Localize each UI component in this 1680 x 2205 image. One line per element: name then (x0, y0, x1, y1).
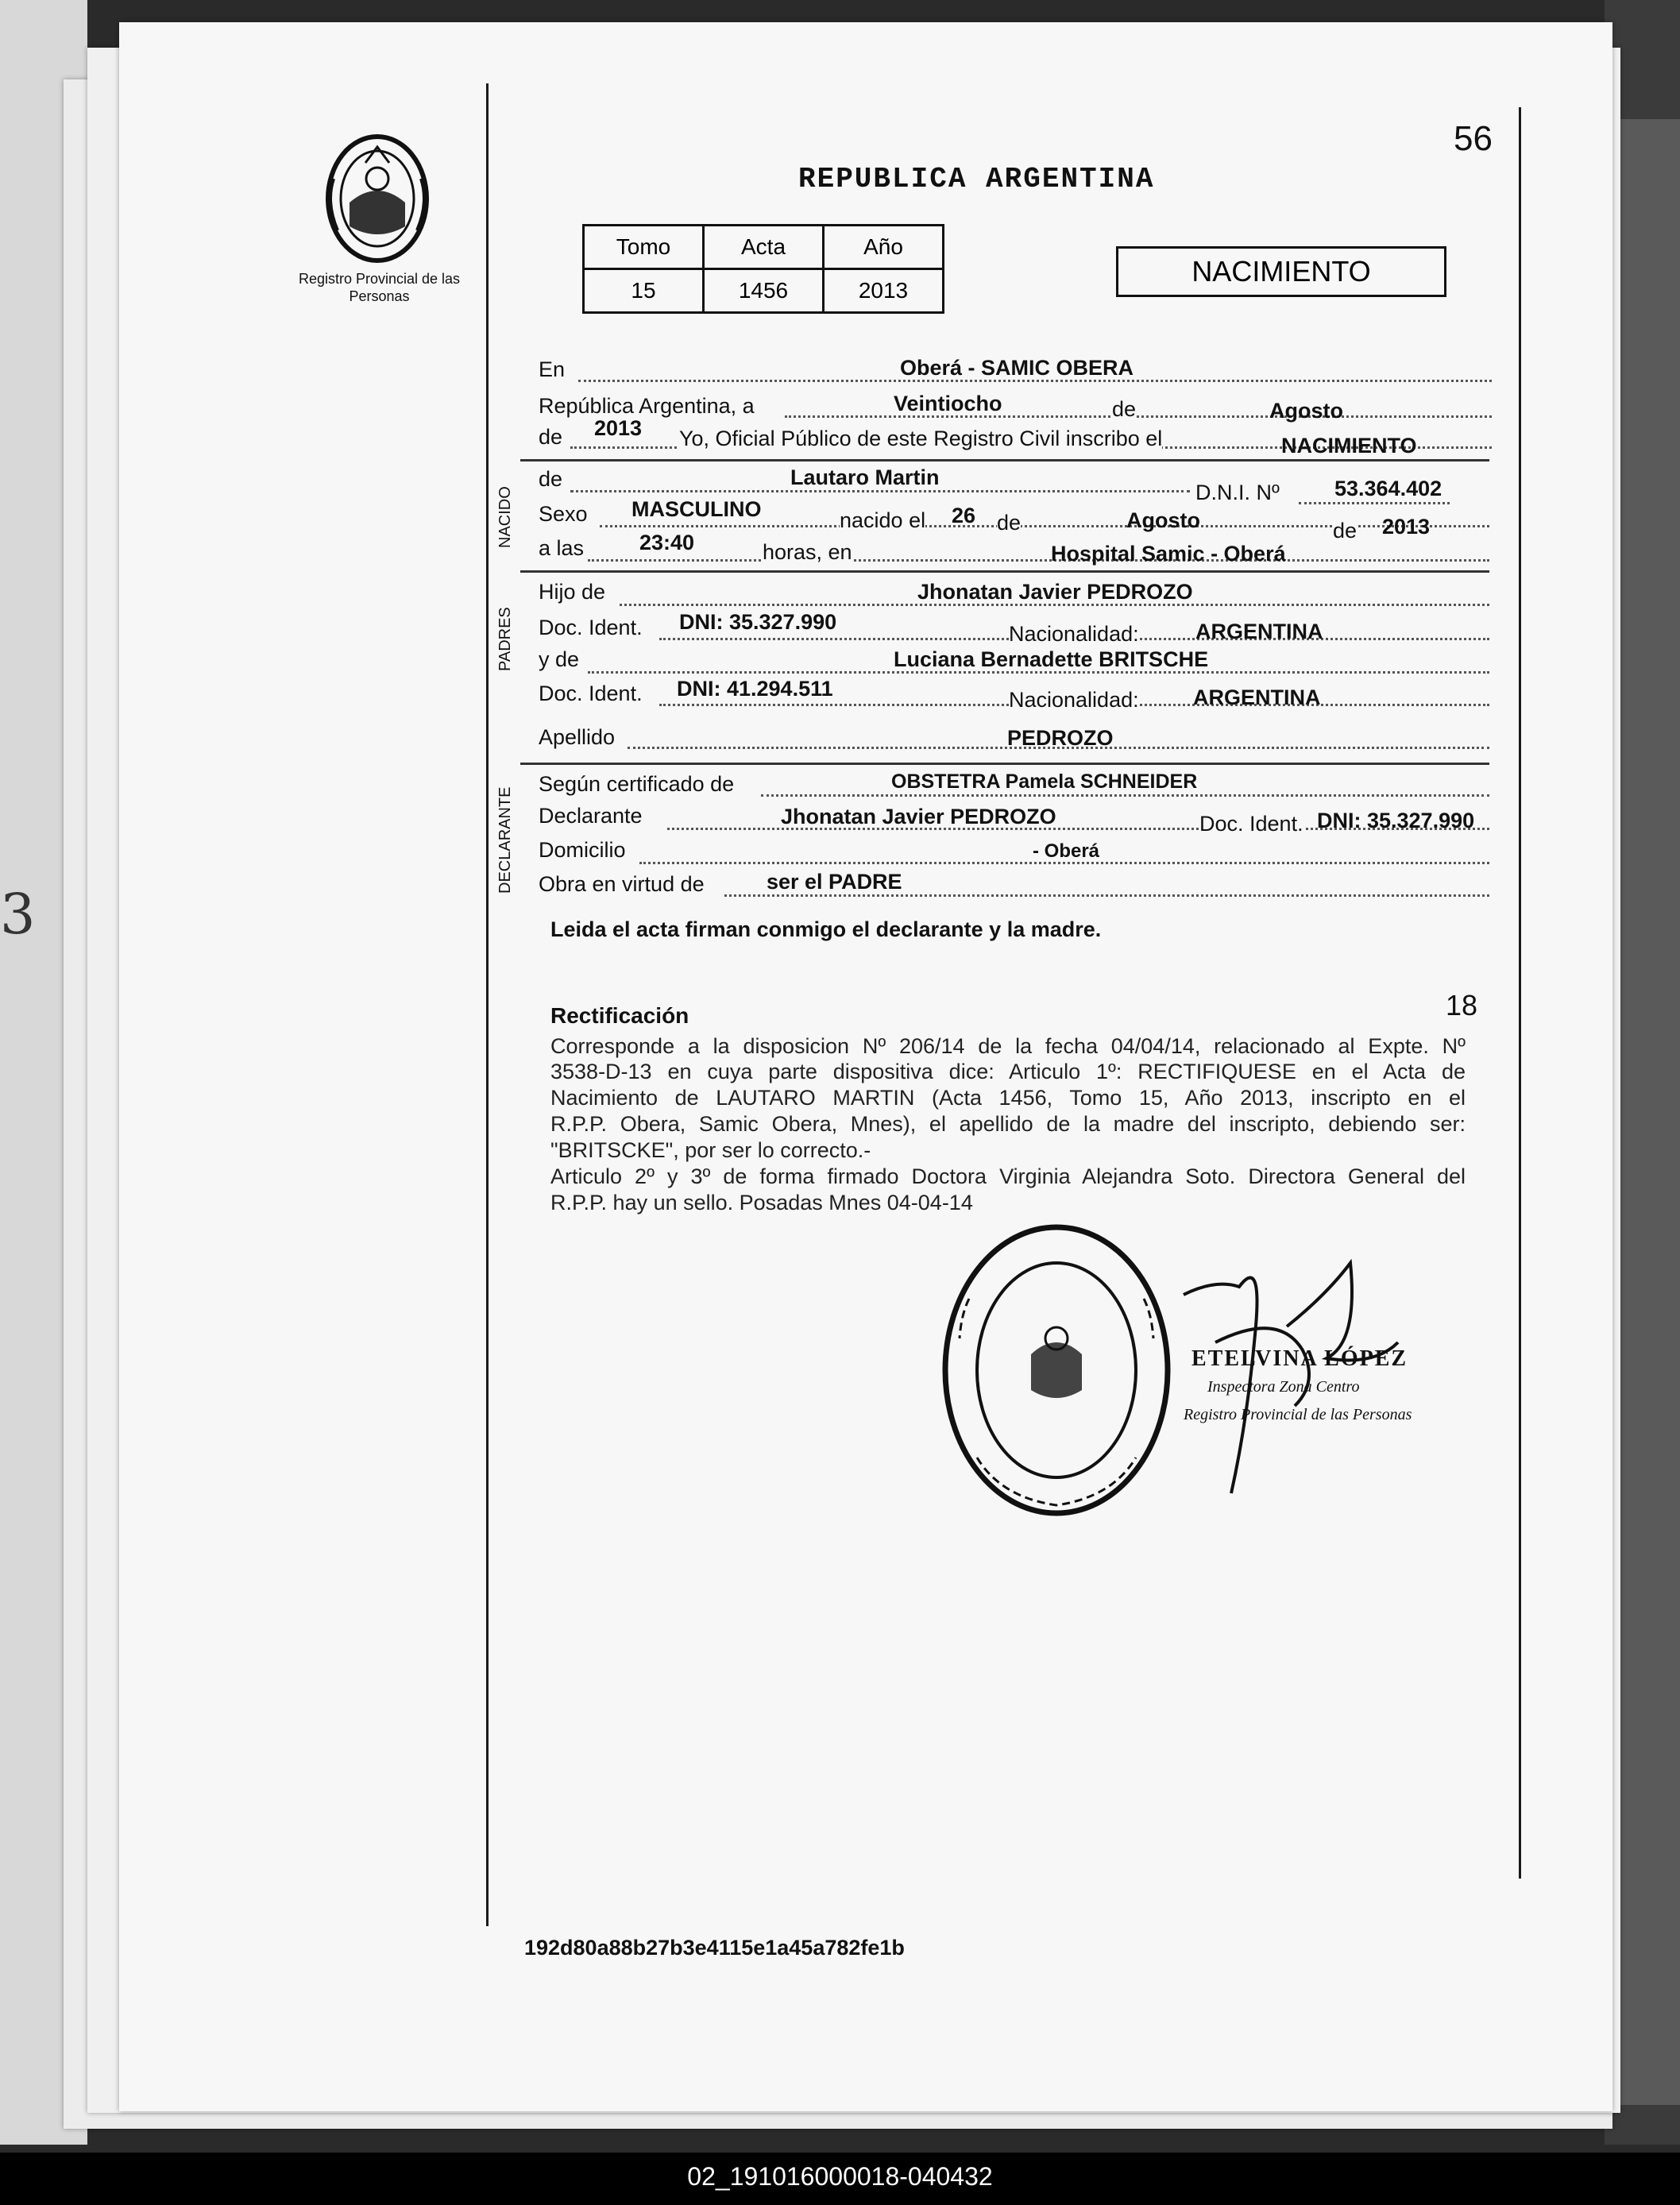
margin-line (486, 83, 489, 1926)
section-label-padres: PADRES (496, 607, 514, 671)
value-anio: 2013 (594, 416, 643, 440)
value-certificado: OBSTETRA Pamela SCHNEIDER (891, 770, 1198, 793)
label-yo-oficial: Yo, Oficial Público de este Registro Civil inscribo el (679, 427, 1163, 450)
registry-table (582, 224, 944, 314)
pencil-mark: 3 (0, 882, 36, 947)
label-y-de: y de (539, 647, 580, 671)
label-obra-en-virtud: Obra en virtud de (539, 872, 705, 896)
section-divider (520, 763, 1489, 765)
label-dni: D.N.I. Nº (1195, 481, 1280, 504)
label-domicilio: Domicilio (539, 838, 626, 862)
registry-value-row (584, 269, 944, 313)
registry-header-row (584, 226, 944, 269)
footer-id: 02_191016000018-040432 (687, 2162, 993, 2191)
label-en: En (539, 357, 566, 381)
signatory-org: Registro Provincial de las Personas (1184, 1406, 1412, 1423)
label-nacionalidad-padre: Nacionalidad: (1009, 622, 1139, 646)
value-nombre: Lautaro Martin (790, 465, 940, 489)
signatory-role: Inspectora Zona Centro (1207, 1378, 1360, 1396)
dotted-line (570, 490, 1190, 492)
rectification-line: R.P.P. Obera, Samic Obera, Mnes), el apellido de la madre del inscripto, debiendo ser: (550, 1112, 1466, 1136)
value-padre-doc: DNI: 35.327.990 (679, 610, 837, 634)
rectification-line: Corresponde a la disposicion Nº 206/14 de la fecha 04/04/14, relacionado al Expte. Nº (550, 1034, 1466, 1058)
value-madre-nac: ARGENTINA (1193, 685, 1321, 709)
label-de-mes: de (997, 511, 1022, 535)
value-dni: 53.364.402 (1334, 477, 1442, 500)
label-horas-en: horas, en (763, 540, 852, 564)
rectification-line: 3538-D-13 en cuya parte dispositiva dice: Articulo 1º: RECTIFIQUESE en el Acta de (550, 1060, 1466, 1083)
dotted-line (588, 559, 1489, 562)
value-dia-texto: Veintiocho (894, 392, 1002, 415)
dotted-line (724, 894, 1489, 897)
label-apellido: Apellido (539, 725, 616, 749)
rectification-title: Rectificación (550, 1003, 689, 1028)
label-hijo-de: Hijo de (539, 580, 606, 604)
value-sexo: MASCULINO (631, 497, 762, 521)
dotted-line (785, 415, 1492, 418)
page-number: 56 (1454, 119, 1493, 158)
label-nacionalidad-madre: Nacionalidad: (1009, 688, 1139, 712)
label-doc-ident-madre: Doc. Ident. (539, 682, 643, 705)
rectification-line: R.P.P. hay un sello. Posadas Mnes 04-04-14 (550, 1191, 973, 1214)
registry-header-tomo: Tomo (584, 226, 704, 269)
rectification-line: Articulo 2º y 3º de forma firmado Doctora Virginia Alejandra Soto. Directora General del (550, 1164, 1466, 1188)
value-lugar: Oberá - SAMIC OBERA (900, 356, 1134, 380)
value-apellido: PEDROZO (1007, 726, 1114, 750)
label-doc-ident-declarante: Doc. Ident. (1199, 812, 1303, 836)
value-padre: Jhonatan Javier PEDROZO (917, 580, 1193, 604)
label-republica-a: República Argentina, a (539, 394, 755, 418)
label-de-nombre: de (539, 467, 563, 491)
label-de-anio: de (539, 425, 563, 449)
section-label-declarante: DECLARANTE (496, 786, 514, 894)
section-divider (520, 459, 1489, 461)
registry-value-tomo: 15 (584, 269, 704, 313)
dotted-line (761, 794, 1489, 797)
value-tipo: NACIMIENTO (1281, 434, 1417, 458)
registry-header-anio: Año (824, 226, 944, 269)
registry-value-anio: 2013 (824, 269, 944, 313)
official-seal-icon (937, 1219, 1176, 1521)
value-declarante-doc: DNI: 35.327.990 (1317, 809, 1475, 832)
label-sexo: Sexo (539, 502, 588, 526)
dotted-line (1299, 502, 1450, 504)
value-virtud: ser el PADRE (767, 870, 902, 894)
coat-of-arms-icon (318, 131, 437, 274)
value-nac-dia: 26 (952, 504, 976, 527)
label-nacido-el: nacido el (840, 508, 926, 532)
record-type-box: NACIMIENTO (1116, 246, 1446, 297)
country-title: REPUBLICA ARGENTINA (798, 163, 1155, 195)
label-segun-certificado: Según certificado de (539, 772, 735, 796)
label-declarante: Declarante (539, 804, 643, 828)
right-border-line (1519, 107, 1521, 1879)
value-hora: 23:40 (639, 531, 695, 554)
closing-statement: Leida el acta firman conmigo el declarante y la madre. (550, 917, 1102, 941)
section-divider (520, 570, 1489, 573)
registry-header-acta: Acta (704, 226, 824, 269)
section-label-nacido: NACIDO (496, 486, 514, 548)
value-mes: Agosto (1269, 399, 1343, 423)
rectification-line: Nacimiento de LAUTARO MARTIN (Acta 1456, Tomo 15, Año 2013, inscripto en el (550, 1086, 1466, 1110)
document-hash: 192d80a88b27b3e4115e1a45a782fe1b (524, 1936, 905, 1960)
value-padre-nac: ARGENTINA (1195, 620, 1323, 643)
label-de-anio-nac: de (1333, 519, 1358, 543)
signatory-name: ETELVINA LÓPEZ (1191, 1346, 1408, 1371)
label-de: de (1112, 397, 1137, 421)
rectification-line: "BRITSCKE", por ser lo correcto.- (550, 1138, 871, 1162)
registry-value-acta: 1456 (704, 269, 824, 313)
value-domicilio: - Oberá (1033, 840, 1100, 862)
value-madre-doc: DNI: 41.294.511 (677, 677, 833, 701)
label-a-las: a las (539, 536, 585, 560)
value-madre: Luciana Bernadette BRITSCHE (894, 647, 1209, 671)
value-nac-anio: 2013 (1382, 515, 1431, 539)
value-lugar-nac: Hospital Samic - Oberá (1051, 542, 1286, 566)
value-nac-mes: Agosto (1126, 508, 1200, 532)
value-declarante: Jhonatan Javier PEDROZO (781, 805, 1056, 828)
rectification-number: 18 (1446, 989, 1478, 1021)
label-doc-ident-padre: Doc. Ident. (539, 616, 643, 639)
logo-caption: Registro Provincial de las Personas (298, 271, 461, 304)
